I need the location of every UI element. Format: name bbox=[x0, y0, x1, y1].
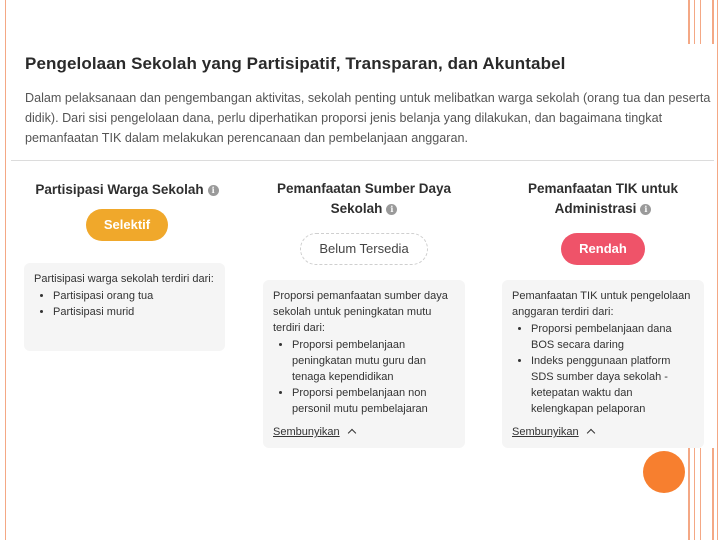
decorative-orange-circle bbox=[643, 451, 685, 493]
chevron-up-icon bbox=[586, 429, 594, 437]
status-badge-rendah: Rendah bbox=[561, 233, 645, 265]
column-title-text: Pemanfaatan Sumber Daya bbox=[276, 181, 452, 196]
hide-toggle-label: Sembunyikan bbox=[512, 426, 579, 438]
list-item: • Proporsi pembelanjaan peningkatan mutu guru dan tenaga kependidikan bbox=[292, 337, 455, 385]
column-title bbox=[261, 179, 467, 219]
column-partisipasi bbox=[24, 179, 230, 241]
chevron-up-icon bbox=[347, 429, 355, 437]
column-title-text: Administrasi bbox=[554, 201, 637, 216]
info-box-list bbox=[292, 337, 455, 417]
page-description: Dalam pelaksanaan dan pengembangan aktivitas, sekolah penting untuk melibatkan warga sekolah (orang tua dan peserta didik). Dari sisi pengelolaan dana, perlu diperhatikan proporsi jenis belanja yang dilakukan, dan bagaimana tingkat pemanfaatan TIK dalam melakukan perencanaan dan pembelanjaan anggaran. bbox=[25, 91, 711, 145]
list-item: • Partisipasi murid bbox=[53, 304, 215, 320]
column-title bbox=[24, 180, 230, 200]
info-icon[interactable]: i bbox=[208, 185, 219, 196]
column-title bbox=[500, 179, 706, 219]
info-box-sumber-daya bbox=[263, 280, 465, 448]
column-title-text: Partisipasi Warga Sekolah bbox=[35, 182, 204, 197]
decorative-line-right bbox=[717, 0, 718, 540]
info-box-list bbox=[531, 321, 694, 417]
list-item: • Proporsi pembelanjaan non personil mutu pembelajaran bbox=[292, 385, 455, 417]
info-icon[interactable]: i bbox=[640, 204, 651, 215]
page-title: Pengelolaan Sekolah yang Partisipatif, Transparan, dan Akuntabel bbox=[25, 54, 566, 73]
info-box-tik bbox=[502, 280, 704, 448]
info-box-intro: Partisipasi warga sekolah terdiri dari: bbox=[34, 273, 214, 285]
info-box-intro: Proporsi pemanfaatan sumber daya sekolah untuk peningkatan mutu terdiri dari: bbox=[273, 290, 448, 334]
column-title-text: Sekolah bbox=[330, 201, 383, 216]
status-badge-belum-tersedia: Belum Tersedia bbox=[300, 233, 427, 265]
info-box-list bbox=[53, 288, 215, 320]
status-badge-selektif: Selektif bbox=[86, 209, 168, 241]
hide-toggle[interactable] bbox=[512, 424, 594, 440]
decorative-line-left bbox=[5, 0, 6, 540]
list-item: • Indeks penggunaan platform SDS sumber daya sekolah - ketepatan waktu dan kelengkapan pelaporan bbox=[531, 353, 694, 417]
info-box-intro: Pemanfaatan TIK untuk pengelolaan anggaran terdiri dari: bbox=[512, 290, 691, 318]
hide-toggle-label: Sembunyikan bbox=[273, 426, 340, 438]
column-title-text: Pemanfaatan TIK untuk bbox=[527, 181, 679, 196]
hide-toggle[interactable] bbox=[273, 424, 355, 440]
divider bbox=[11, 160, 714, 161]
school-management-card bbox=[11, 44, 714, 448]
column-sumber-daya bbox=[261, 179, 467, 265]
column-tik bbox=[500, 179, 706, 265]
info-box-partisipasi bbox=[24, 263, 225, 351]
list-item: • Proporsi pembelanjaan dana BOS secara daring bbox=[531, 321, 694, 353]
card-header bbox=[11, 44, 714, 148]
info-icon[interactable]: i bbox=[386, 204, 397, 215]
list-item: • Partisipasi orang tua bbox=[53, 288, 215, 304]
